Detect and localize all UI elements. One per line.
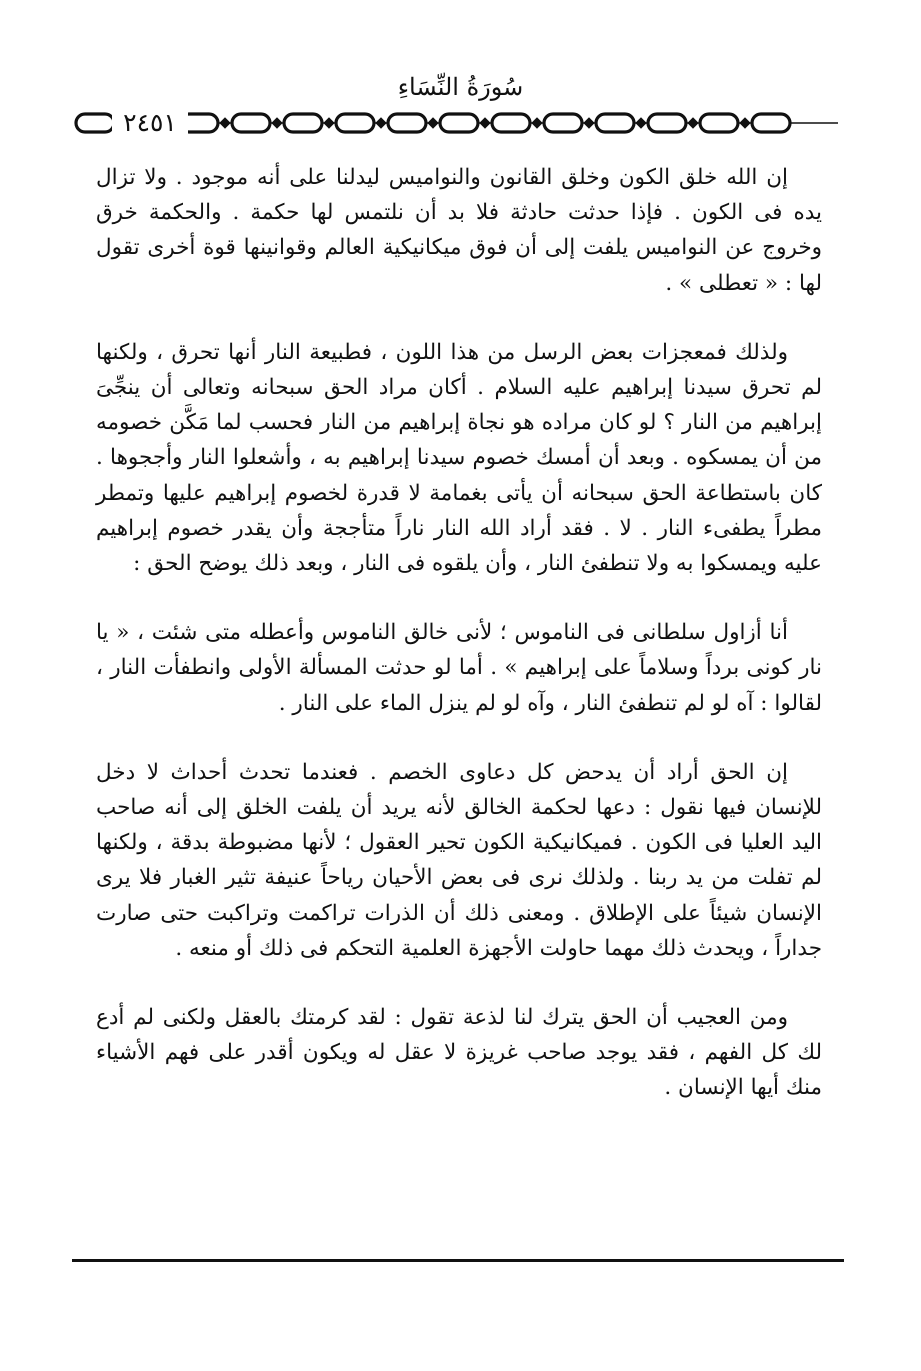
paragraph-4: إن الحق أراد أن يدحض كل دعاوى الخصم . فعندما تحدث أحداث لا دخل للإنسان فيها نقول : دعها لحكمة الخالق لأنه يريد أن يلفت الخلق إلى أنه صاحب اليد العليا فى الكون . فميكانيكية الكون تحير العقول ؛ لأنها مضبوطة بدقة ، ولكنها لم تفلت من يد ربنا . ولذلك نرى فى بعض الأحيان رياحاً عنيفة تثير الغبار فلا يرى الإنسان شيئاً على الإطلاق . ومعنى ذلك أن الذرات تراكمت وتراكبت حتى صارت جداراً ، ويحدث ذلك مهما حاولت الأجهزة العلمية التحكم فى ذلك أو منعه . xyxy=(96,759,822,961)
page-number: ٢٤٥١ xyxy=(112,106,188,140)
bottom-rule xyxy=(72,1259,844,1262)
paragraph-1: إن الله خلق الكون وخلق القانون والنواميس ليدلنا على أنه موجود . ولا تزال يده فى الكون . فإذا حدثت حادثة فلا بد أن نلتمس لها حكمة . والحكمة خرق وخروج عن النواميس يلفت إلى أن فوق ميكانيكية العالم وقوانينها قوة أخرى تقول لها : « تعطلى » . xyxy=(96,165,822,296)
paragraph-2: ولذلك فمعجزات بعض الرسل من هذا اللون ، فطبيعة النار أنها تحرق ، ولكنها لم تحرق سيدنا إبراهيم عليه السلام . أكان مراد الحق سبحانه وتعالى أن ينجِّىَ إبراهيم من النار ؟ لو كان مراده هو نجاة إبراهيم من النار فحسب لما مَكَّن خصومه من أن يمسكوه . وبعد أن أمسك خصوم سيدنا إبراهيم به ، وأشعلوا النار وأججوها . كان باستطاعة الحق سبحانه أن يأتى بغمامة لا قدرة لخصوم إبراهيم عليها وتمطر مطراً يطفىء النار . لا . فقد أراد الله النار ناراً متأججة وأن يقدر خصوم إبراهيم عليه ويمسكوا به ولا تنطفئ النار ، وأن يلقوه فى النار ، وبعد ذلك يوضح الحق : xyxy=(96,339,822,577)
paragraph-5: ومن العجيب أن الحق يترك لنا لذعة تقول : لقد كرمتك بالعقل ولكنى لم أدع لك كل الفهم ، فقد يوجد صاحب غريزة لا عقل له ويكون أقدر على فهم الأشياء منك أيها الإنسان . xyxy=(96,1005,822,1101)
surah-title: سُورَةُ النِّسَاءِ xyxy=(397,73,524,101)
main-text xyxy=(96,160,822,1140)
paragraph-3: أنا أزاول سلطانى فى الناموس ؛ لأنى خالق الناموس وأعطله متى شئت ، « يا نار كونى برداً وسلاماً على إبراهيم » . أما لو حدثت المسألة الأولى وانطفأت النار ، لقالوا : آه لو لم تنطفئ النار ، وآه لو لم ينزل الماء على النار . xyxy=(96,620,822,716)
